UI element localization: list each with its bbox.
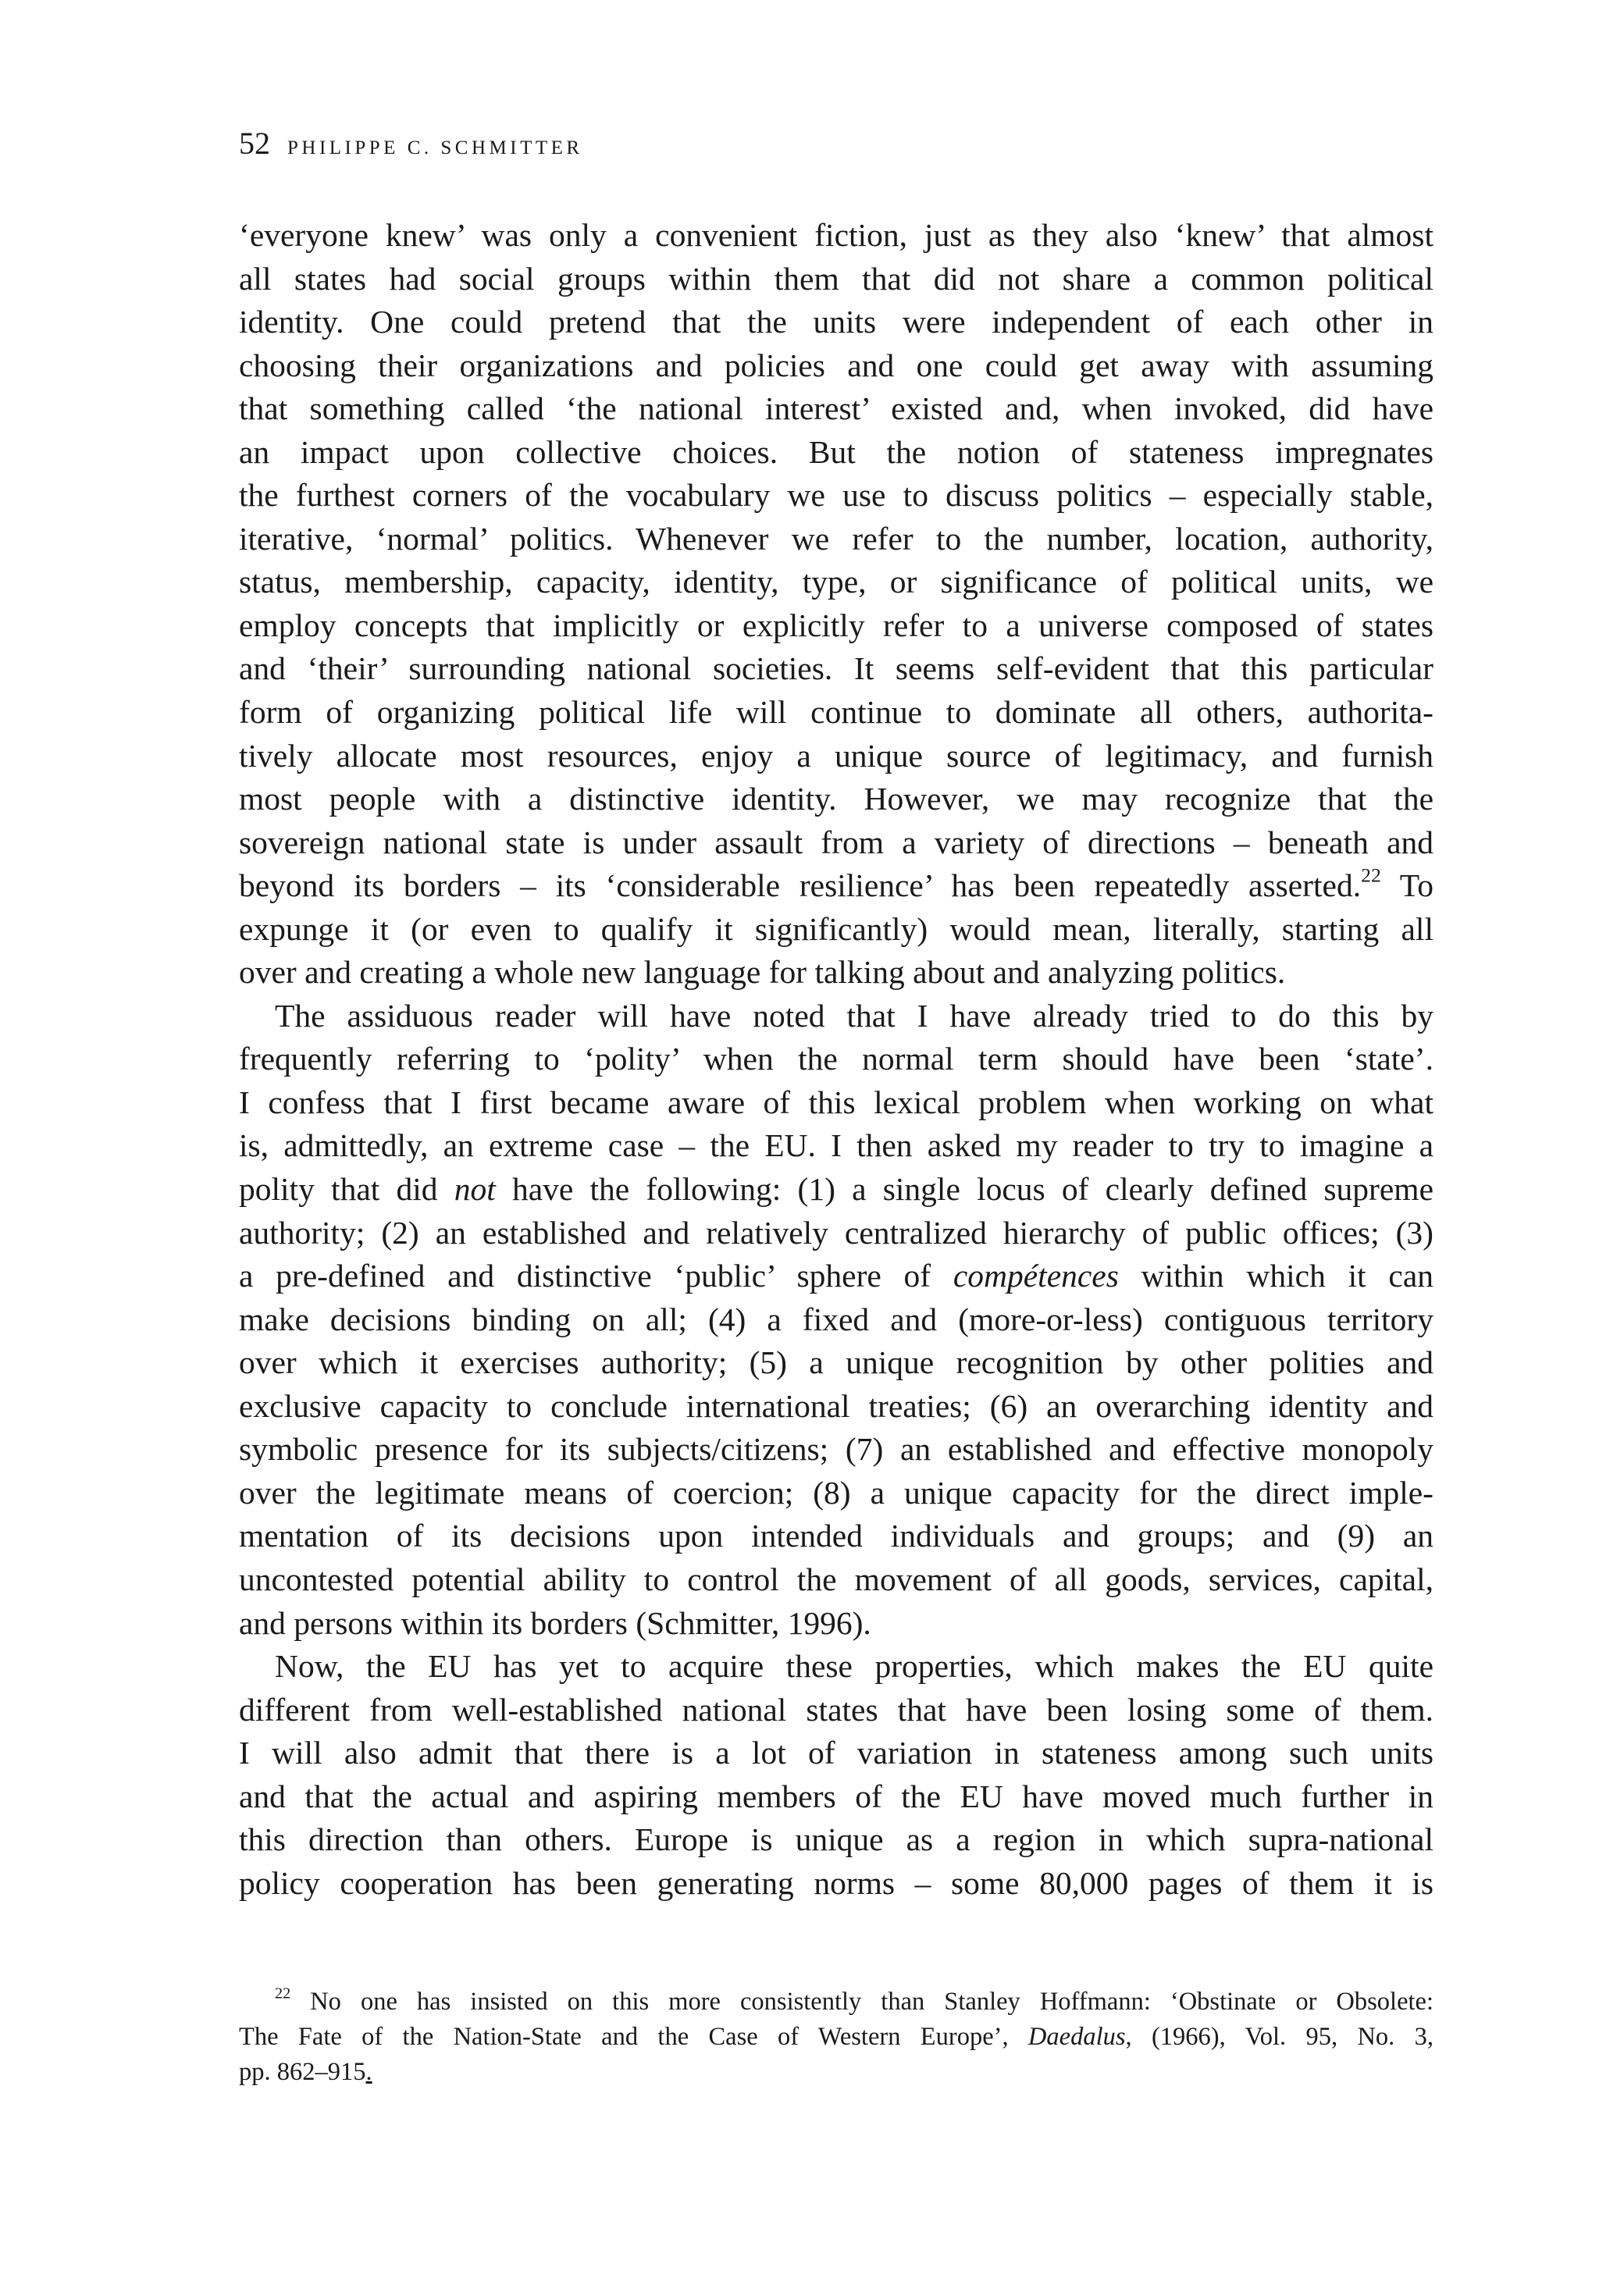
- text-run: iterative, ‘normal’ politics. Whenever we refer to the number, location, authority,: [239, 520, 1433, 557]
- text-run: tively allocate most resources, enjoy a unique source of legitimacy, and furnish: [239, 737, 1433, 774]
- body-line: [239, 431, 1433, 475]
- text-run: over and creating a whole new language for talking about and analyzing politics.: [239, 954, 1286, 991]
- body-line: [239, 1255, 1433, 1298]
- body-text: [239, 214, 1433, 1905]
- footnote-marker: 22: [1361, 863, 1381, 887]
- text-run: beyond its borders – its ‘considerable resilience’ has been repeatedly asserted.: [239, 867, 1362, 904]
- body-line: [239, 301, 1433, 344]
- running-head-author: PHILIPPE C. SCHMITTER: [287, 137, 583, 158]
- text-run: this direction than others. Europe is unique as a region in which supra-national: [239, 1821, 1433, 1858]
- body-line: [239, 561, 1433, 604]
- body-line: [239, 387, 1433, 431]
- text-run: uncontested potential ability to control the movement of all goods, services, capital,: [239, 1561, 1433, 1597]
- text-run: identity. One could pretend that the units were independent of each other in: [239, 304, 1433, 340]
- italic-text: Daedalus: [1027, 2023, 1126, 2051]
- body-line: [239, 1732, 1433, 1775]
- body-line: [239, 1818, 1433, 1862]
- text-run: most people with a distinctive identity. However, we may recognize that the: [239, 781, 1433, 817]
- body-line: [239, 214, 1433, 258]
- text-run: I confess that I first became aware of this lexical problem when working on what: [239, 1084, 1433, 1120]
- text-run: choosing their organizations and policies and one could get away with assuming: [239, 347, 1433, 383]
- body-line: [239, 995, 1433, 1038]
- footnote-marker: 22: [275, 1985, 291, 2002]
- footnote-line: [239, 2055, 1433, 2090]
- text-run: and persons within its borders (Schmitter, 1996).: [239, 1604, 871, 1641]
- body-line: [239, 1775, 1433, 1819]
- text-run: I will also admit that there is a lot of variation in stateness among such units: [239, 1735, 1433, 1771]
- text-run: exclusive capacity to conclude international treaties; (6) an overarching identity and: [239, 1387, 1433, 1424]
- body-line: [239, 1385, 1433, 1429]
- text-run: within which it can: [1118, 1258, 1433, 1294]
- footnotes: [239, 1985, 1433, 2090]
- body-line: [239, 1298, 1433, 1342]
- footnote-line: [239, 2020, 1433, 2055]
- text-run: pp. 862–915: [239, 2058, 366, 2086]
- body-line: [239, 647, 1433, 691]
- text-run: a pre-defined and distinctive ‘public’ sphere of: [239, 1258, 953, 1294]
- text-run: No one has insisted on this more consistently than Stanley Hoffmann: ‘Obstinate or Obsolete:: [290, 1988, 1433, 2016]
- text-run: frequently referring to ‘polity’ when the normal term should have been ‘state’.: [239, 1041, 1433, 1077]
- text-run: mentation of its decisions upon intended individuals and groups; and (9) an: [239, 1518, 1433, 1554]
- text-run: policy cooperation has been generating norms – some 80,000 pages of them it is: [239, 1864, 1433, 1901]
- text-run: have the following: (1) a single locus of clearly defined supreme: [495, 1171, 1433, 1208]
- text-run: The Fate of the Nation-State and the Case of Western Europe’,: [239, 2023, 1028, 2051]
- body-line: [239, 1038, 1433, 1081]
- body-line: [239, 735, 1433, 778]
- body-line: [239, 951, 1433, 995]
- text-run: , (1966), Vol. 95, No. 3,: [1125, 2023, 1433, 2051]
- text-run: all states had social groups within them that did not share a common political: [239, 260, 1433, 297]
- text-run: is, admittedly, an extreme case – the EU. I then asked my reader to try to imagine a: [239, 1127, 1433, 1164]
- text-run: sovereign national state is under assault from a variety of directions – beneath and: [239, 824, 1433, 860]
- body-line: [239, 1862, 1433, 1906]
- text-run: different from well-established national states that have been losing some of them.: [239, 1691, 1433, 1728]
- text-run: over which it exercises authority; (5) a unique recognition by other polities and: [239, 1344, 1433, 1381]
- body-line: [239, 1212, 1433, 1255]
- body-line: [239, 864, 1433, 908]
- body-line: [239, 1558, 1433, 1602]
- italic-text: not: [454, 1171, 496, 1208]
- body-line: [239, 1124, 1433, 1168]
- body-line: [239, 821, 1433, 865]
- body-line: [239, 604, 1433, 648]
- text-run: .: [365, 2058, 372, 2086]
- text-run: and that the actual and aspiring members of the EU have moved much further in: [239, 1778, 1433, 1814]
- body-line: [239, 258, 1433, 301]
- body-line: [239, 1645, 1433, 1689]
- text-run: To: [1380, 867, 1434, 904]
- body-line: [239, 1515, 1433, 1558]
- italic-text: compétences: [953, 1258, 1119, 1294]
- text-run: that something called ‘the national interest’ existed and, when invoked, did have: [239, 390, 1433, 427]
- body-line: [239, 1428, 1433, 1472]
- text-run: and ‘their’ surrounding national societies. It seems self-evident that this particular: [239, 650, 1433, 687]
- text-run: Now, the EU has yet to acquire these properties, which makes the EU quite: [275, 1648, 1433, 1685]
- text-run: authority; (2) an established and relatively centralized hierarchy of public offices; (3): [239, 1214, 1433, 1251]
- text-run: make decisions binding on all; (4) a fixed and (more-or-less) contiguous territory: [239, 1301, 1433, 1337]
- body-line: [239, 691, 1433, 735]
- text-run: polity that did: [239, 1171, 454, 1208]
- body-line: [239, 1602, 1433, 1646]
- body-line: [239, 1689, 1433, 1732]
- text-run: The assiduous reader will have noted that I have already tried to do this by: [275, 997, 1433, 1034]
- body-line: [239, 1472, 1433, 1515]
- body-line: [239, 778, 1433, 821]
- body-line: [239, 474, 1433, 518]
- body-line: [239, 1168, 1433, 1212]
- text-run: expunge it (or even to qualify it significantly) would mean, literally, starting all: [239, 910, 1433, 947]
- footnote-line: [239, 1985, 1433, 2020]
- text-run: form of organizing political life will continue to dominate all others, authorita-: [239, 694, 1433, 731]
- body-line: [239, 1341, 1433, 1385]
- body-line: [239, 1081, 1433, 1125]
- text-run: the furthest corners of the vocabulary we use to discuss politics – especially stable,: [239, 477, 1433, 514]
- text-run: status, membership, capacity, identity, type, or significance of political units, we: [239, 564, 1433, 600]
- body-line: [239, 908, 1433, 952]
- body-line: [239, 518, 1433, 561]
- page-number: 52: [239, 126, 270, 161]
- text-run: employ concepts that implicitly or explicitly refer to a universe composed of states: [239, 607, 1433, 643]
- body-line: [239, 344, 1433, 388]
- running-head: [239, 125, 1433, 169]
- text-run: over the legitimate means of coercion; (8) a unique capacity for the direct imple-: [239, 1474, 1433, 1511]
- text-run: an impact upon collective choices. But the notion of stateness impregnates: [239, 433, 1433, 470]
- text-run: symbolic presence for its subjects/citizens; (7) an established and effective monopoly: [239, 1431, 1433, 1468]
- text-run: ‘everyone knew’ was only a convenient fiction, just as they also ‘knew’ that almost: [239, 217, 1433, 253]
